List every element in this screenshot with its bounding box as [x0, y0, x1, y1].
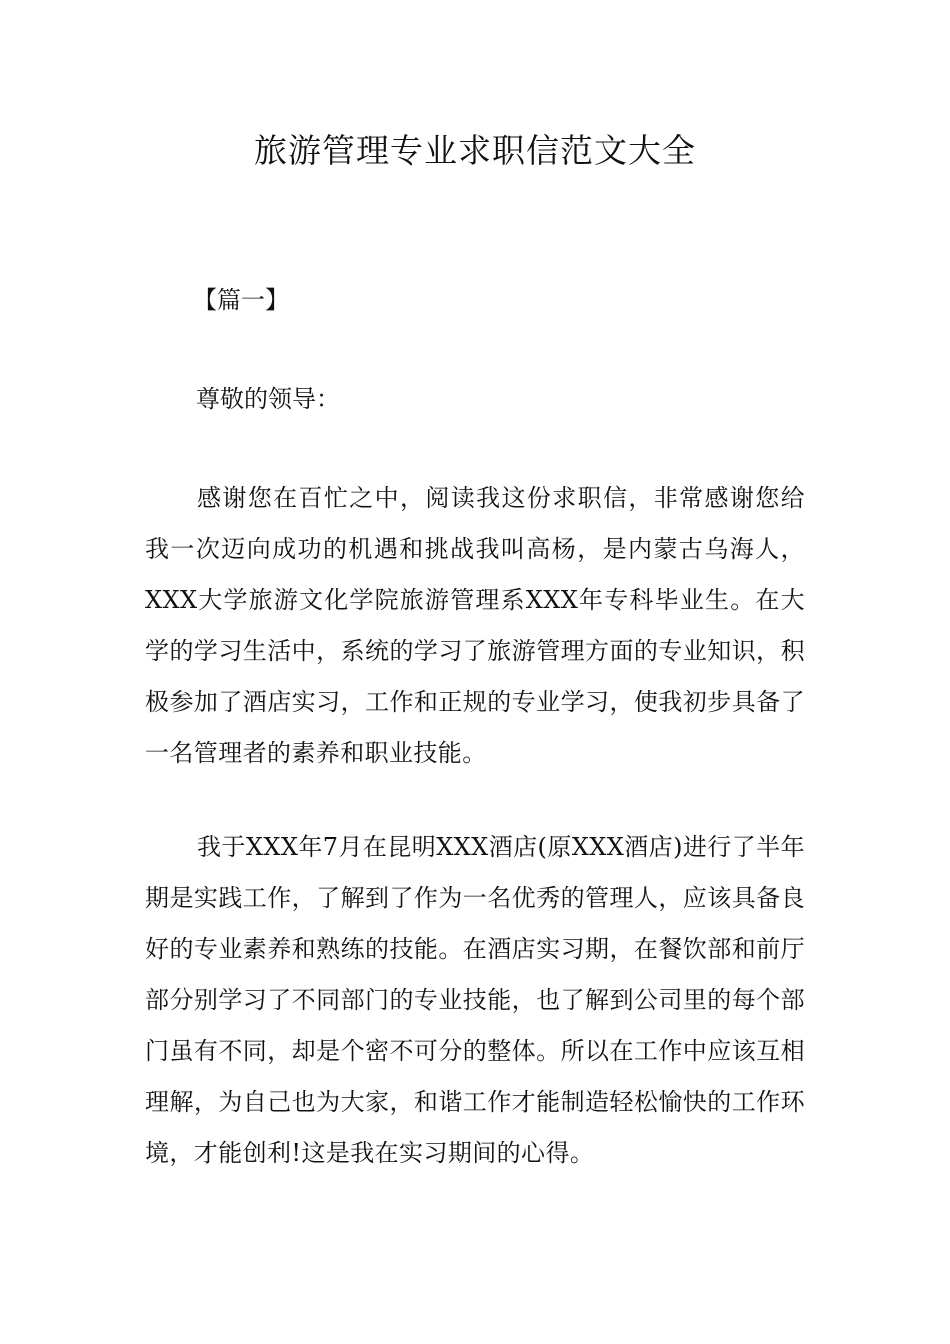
body-paragraph: 我于XXX年7月在昆明XXX酒店(原XXX酒店)进行了半年期是实践工作，了解到了作为一名优秀的管理人，应该具备良好的专业素养和熟练的技能。在酒店实习期，在餐饮部和前厅部分别学习了不同部门的专业技能，也了解到公司里的每个部门虽有不同，却是个密不可分的整体。所以在工作中应该互相理解，为自己也为大家，和谐工作才能制造轻松愉快的工作环境，才能创利!这是我在实习期间的心得。 — [145, 833, 805, 1167]
document-title: 旅游管理专业求职信范文大全 — [254, 131, 696, 170]
section-label: 【篇一】 — [193, 286, 289, 314]
salutation: 尊敬的领导： — [196, 385, 340, 413]
body-paragraph: 感谢您在百忙之中，阅读我这份求职信，非常感谢您给我一次迈向成功的机遇和挑战我叫高杨，是内蒙古乌海人，XXX大学旅游文化学院旅游管理系XXX年专科毕业生。在大学的学习生活中，系统的学习了旅游管理方面的专业知识，积极参加了酒店实习，工作和正规的专业学习，使我初步具备了一名管理者的素养和职业技能。 — [145, 484, 805, 767]
